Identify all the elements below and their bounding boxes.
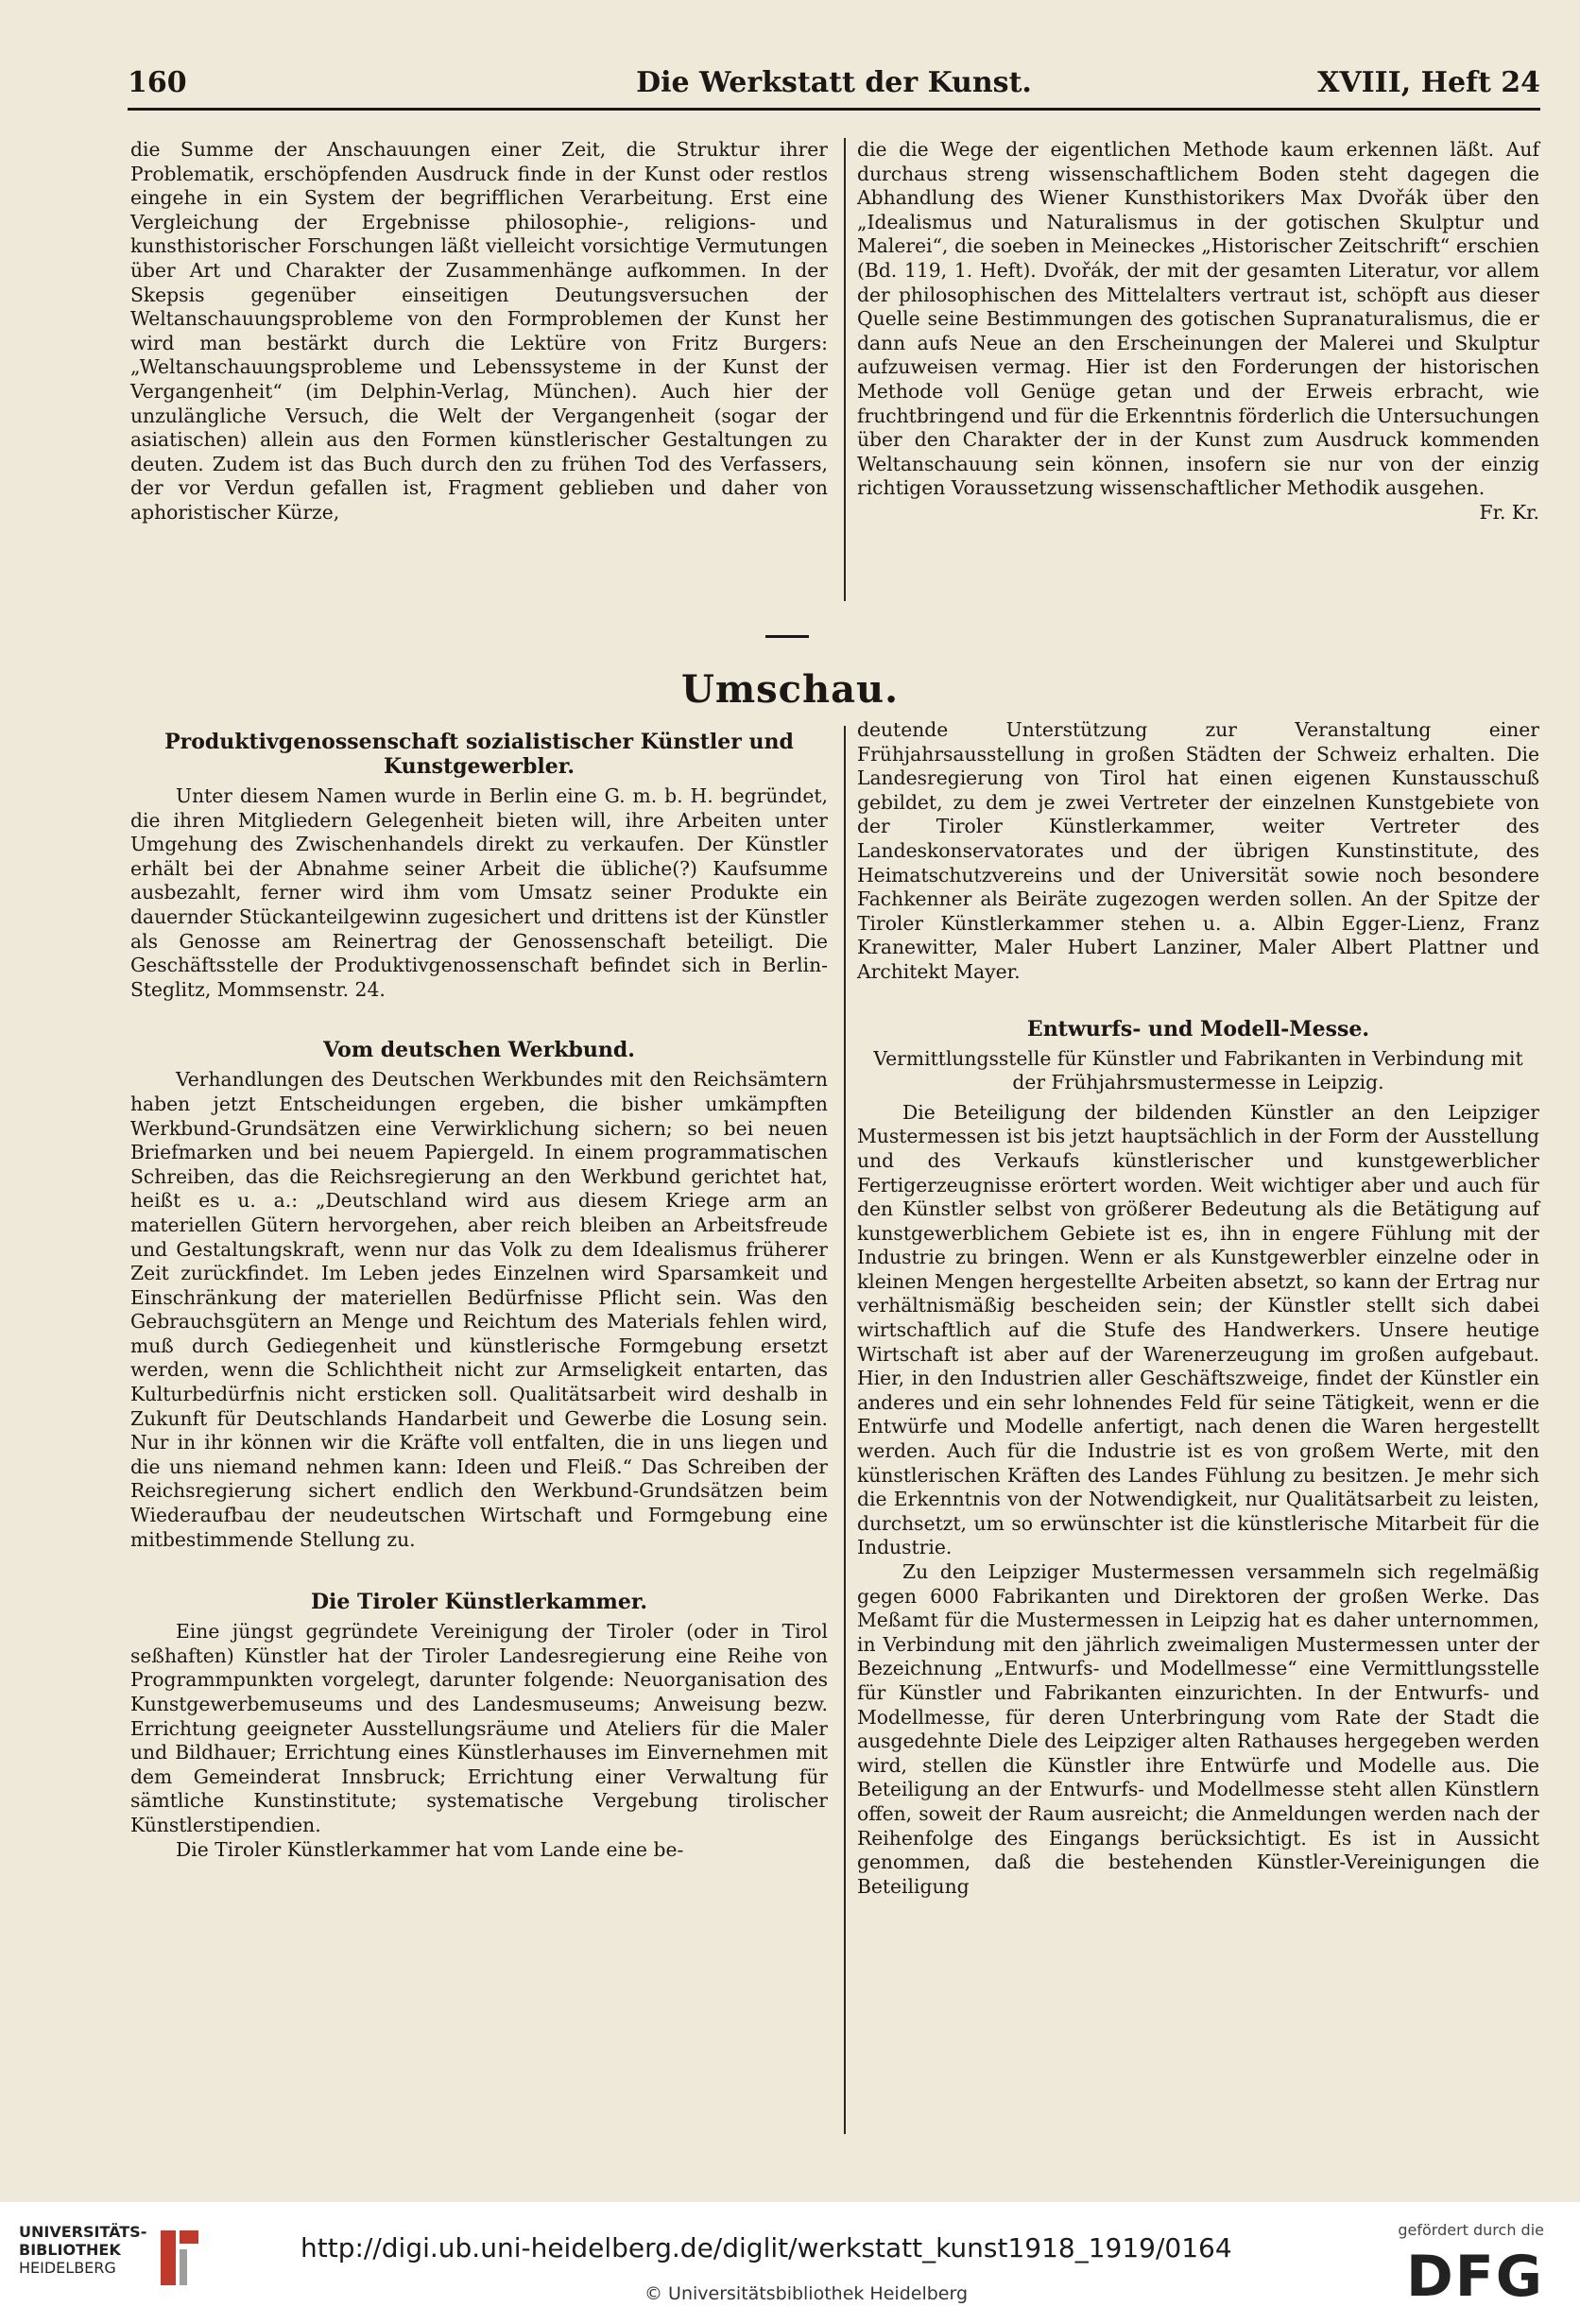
column-rule-top [844, 138, 846, 601]
copyright-notice: © Universitätsbibliothek Heidelberg [644, 2283, 969, 2304]
top-left-text: die Summe der Anschauungen einer Zeit, die Struktur ihrer Problematik, erschöpfenden Ausdruck finde in der Kunst oder restlos eingehe in ein System der begrifflichen Verarbeitung. Erst eine Vergleichung der Ergebnisse philosophie-, religions- und kunsthistorischer Forschungen läßt vielleicht vorsichtige Vermutungen über Art und Charakter der Zusammenhänge aufkommen. In der Skepsis gegenüber einseitigen Deutungsversuchen der Weltanschauungsprobleme von den Formproblemen der Kunst her wird man bestärkt durch die Lektüre von Fritz Burgers: „Weltanschauungsprobleme und Lebenssysteme in der Kunst der Vergangenheit“ (im Delphin-Verlag, München). Auch hier der unzulängliche Versuch, die Welt der Vergangenheit (sogar der asiatischen) allein aus den Formen künstlerischer Gestaltungen zu deuten. Zudem ist das Buch durch den zu frühen Tod des Verfassers, der vor Verdun gefallen ist, Fragment geblieben und daher von aphoristischer Kürze, [130, 138, 828, 524]
paragraph-produktivgenossenschaft: Unter diesem Namen wurde in Berlin eine G. m. b. H. begründet, die ihren Mitgliedern Gelegenheit bieten will, ihre Arbeiten unter Umgehung des Zwischenhandels direkt zu verkaufen. Der Künstler erhält bei der Abnahme seiner Arbeit die übliche(?) Kaufsumme ausbezahlt, ferner wird ihm vom Umsatz seiner Produkte ein dauernder Stückanteilgewinn zugesichert und drittens ist der Künstler als Genosse am Reinertrag der Genossenschaft beteiligt. Die Geschäftsstelle der Produktivgenossenschaft befindet sich in Berlin-Steglitz, Mommsenstr. 24. [130, 784, 828, 1001]
page-header [128, 59, 1540, 102]
section-title-entwurfs-messe: Entwurfs- und Modell-Messe. [1026, 1016, 1370, 1041]
library-line-3: HEIDELBERG [19, 2259, 116, 2277]
header-rule [128, 108, 1540, 111]
paragraph-messe-1: Die Beteiligung der bildenden Künstler an den Leipziger Mustermessen ist bis jetzt hauptsächlich in der Form der Ausstellung und des Verkaufs künstlerischer und kunstgewerblicher Fertigerzeugnisse erörtert worden. Weit wichtiger aber und auch für den Künstler selbst von größerer Bedeutung als die Betätigung auf kunstgewerblichem Gebiete ist es, ihn in engere Fühlung mit der Industrie zu bringen. Wenn er als Kunstgewerbler einzelne oder in kleinen Mengen hergestellte Arbeiten absetzt, so kann der Ertrag nur verhältnismäßig bescheiden sein; der Künstler stellt sich dabei wirtschaftlich auf die Stufe des Handwerkers. Unsere heutige Wirtschaft ist aber auf der Warenerzeugung im großen aufgebaut. Hier, in den Industrien aller Geschäftszweige, findet der Künstler ein anderes und ein sehr lohnendes Feld für seine Tätigkeit, wenn er die Entwürfe und Modelle anfertigt, nach denen die Waren hergestellt werden. Auch für die Industrie ist es von großem Werte, mit den künstlerischen Kräften des Landes Fühlung zu besitzen. Je mehr sich die Erkenntnis von der Notwendigkeit, nur Qualitätsarbeit zu leisten, durchsetzt, um so erwünschter ist die künstlerische Mitarbeit für die Industrie. [857, 1100, 1539, 1559]
bottom-left-column [130, 730, 828, 1862]
paragraph-werkbund: Verhandlungen des Deutschen Werkbundes mit den Reichsämtern haben jetzt Entscheidungen ergeben, die bisher umkämpften Werkbund-Grundsätzen eine Verwirklichung sichern; so bei neuen Briefmarken und bei neuem Papiergeld. In einem programmatischen Schreiben, das die Reichsregierung an den Werkbund gerichtet hat, heißt es u. a.: „Deutschland wird aus diesem Kriege arm an materiellen Gütern hervorgehen, aber reich bleiben an Arbeitsfreude und Gestaltungskraft, wenn nur das Volk zu dem Idealismus früherer Zeit zurückfindet. Im Leben jedes Einzelnen wird Sparsamkeit und Einschränkung der materiellen Bedürfnisse Pflicht sein. Was den Gebrauchsgütern an Menge und Reichtum des Materials fehlen wird, muß durch Gediegenheit und künstlerische Formgebung ersetzt werden, wenn die Schlichtheit nicht zur Armseligkeit entarten, das Kulturbedürfnis nicht ersticken soll. Qualitätsarbeit wird deshalb in Zukunft für Deutschlands Handarbeit und Gewerbe die Losung sein. Nur in ihr können wir die Kräfte voll entfalten, die in uns liegen und die uns niemand nehmen kann: Ideen und Fleiß.“ Das Schreiben der Reichsregierung sichert endlich den Werkbund-Grundsätzen beim Wiederaufbau der neudeutschen Wirtschaft und Formgebung eine mitbestimmende Stellung zu. [130, 1068, 828, 1551]
section-title-produktivgenossenschaft: Produktivgenossenschaft sozialistischer Künstler und Kunstgewerbler. [164, 730, 794, 779]
library-logo-icon [153, 2225, 206, 2291]
funding-note: gefördert durch die [1398, 2221, 1544, 2239]
column-rule-bottom [844, 726, 846, 2134]
issue-label: XVIII, Heft 24 [1317, 66, 1540, 99]
section-divider [765, 635, 809, 638]
library-name [19, 2223, 161, 2298]
source-url-link[interactable]: http://digi.ub.uni-heidelberg.de/diglit/werkstatt_kunst1918_1919/0164 [301, 2232, 1232, 2264]
section-title-tiroler: Die Tiroler Künstlerkammer. [310, 1590, 648, 1615]
journal-title: Die Werkstatt der Kunst. [636, 66, 1032, 99]
paragraph-tiroler-1: Eine jüngst gegründete Vereinigung der Tiroler (oder in Tirol seßhaften) Künstler hat der Tiroler Landesregierung eine Reihe von Programmpunkten vorgelegt, darunter folgende: Neuorganisation des Kunstgewerbemuseums und des Landesmuseums; Anweisung bezw. Errichtung geeigneter Ausstellungsräume und Ateliers für die Maler und Bildhauer; Errichtung eines Künstlerhauses im Einvernehmen mit dem Gemeinderat Innsbruck; Errichtung einer Verwaltung für sämtliche Kunstinstitute; systematische Vergebung tirolischer Künstlerstipendien. [130, 1620, 828, 1836]
top-right-body: die die Wege der eigentlichen Methode kaum erkennen läßt. Auf durchaus streng wissenschaftlichem Boden steht dagegen die Abhandlung des Wiener Kunsthistorikers Max Dvořák über den „Idealismus und Naturalismus in der gotischen Skulptur und Malerei“, die soeben in Meineckes „Historischer Zeitschrift“ erschien (Bd. 119, 1. Heft). Dvořák, der mit der gesamten Literatur, vor allem der philosophischen des Mittelalters vertraut ist, schöpft aus dieser Quelle seine Bestimmungen des gotischen Supranaturalismus, die er dann aufs Neue an den Erscheinungen der Malerei und Skulptur aufzuweisen vermag. Hier ist den Forderungen der historischen Methode voll Genüge getan und der Erweis erbracht, wie fruchtbringend und für die Erkenntnis förderlich die Untersuchungen über den Charakter der in der Kunst zum Ausdruck kommenden Weltanschauung sein können, insofern sie nur von der einzig richtigen Voraussetzung wissenschaftlicher Methodik ausgehen. [857, 138, 1539, 500]
dfg-logo: DFG [1405, 2244, 1544, 2310]
paragraph-messe-2: Zu den Leipziger Mustermessen versammeln sich regelmäßig gegen 6000 Fabrikanten und Direktoren der großen Werke. Das Meßamt für die Mustermessen in Leipzig hat es daher unternommen, in Verbindung mit den jährlich zweimaligen Mustermessen unter der Bezeichnung „Entwurfs- und Modellmesse“ eine Vermittlungsstelle für Künstler und Fabrikanten einzurichten. In der Entwurfs- und Modellmesse, für deren Unterbringung vom Rate der Stadt die ausgedehnte Diele des Leipziger alten Rathauses hergegeben werden wird, stellen die Künstler ihre Entwürfe und Modelle aus. Die Beteiligung an der Entwurfs- und Modellmesse steht allen Künstlern offen, soweit der Raum ausreicht; die Anmeldungen werden nach der Reihenfolge des Eingangs berücksichtigt. Es ist in Aussicht genommen, daß die bestehenden Künstler-Vereinigungen die Beteiligung [857, 1560, 1539, 1898]
library-line-2: BIBLIOTHEK [19, 2241, 121, 2259]
page-number: 160 [128, 66, 187, 99]
library-line-1: UNIVERSITÄTS- [19, 2223, 147, 2241]
paragraph-tiroler-continued: deutende Unterstützung zur Veranstaltung einer Frühjahrsausstellung in großen Städten der Schweiz erhalten. Die Landesregierung von Tirol hat einen eigenen Kunstausschuß gebildet, zu dem je zwei Vertreter der einzelnen Kunstgebiete von der Tiroler Künstlerkammer, weiter Vertreter des Landeskonservatorates und der übrigen Kunstinstitute, des Heimatschutzvereins und der Universität sowie noch besondere Fachkenner als Beiräte zugezogen werden sollen. An der Spitze der Tiroler Künstlerkammer stehen u. a. Albin Egger-Lienz, Franz Kranewitter, Maler Hubert Lanziner, Maler Albert Plattner und Architekt Mayer. [857, 718, 1539, 983]
top-left-column [130, 138, 828, 525]
top-right-column [857, 138, 1539, 525]
section-subtitle-entwurfs-messe: Vermittlungsstelle für Künstler und Fabrikanten in Verbindung mit der Frühjahrsmustermesse in Leipzig. [873, 1046, 1523, 1094]
digitization-footer [0, 2202, 1580, 2324]
paragraph-tiroler-2: Die Tiroler Künstlerkammer hat vom Lande eine be- [176, 1837, 684, 1861]
bottom-right-column [857, 718, 1539, 1899]
top-right-text [857, 138, 1539, 524]
umschau-title: Umschau. [680, 667, 900, 712]
author-signature: Fr. Kr. [1479, 500, 1539, 524]
section-title-werkbund: Vom deutschen Werkbund. [323, 1038, 635, 1063]
